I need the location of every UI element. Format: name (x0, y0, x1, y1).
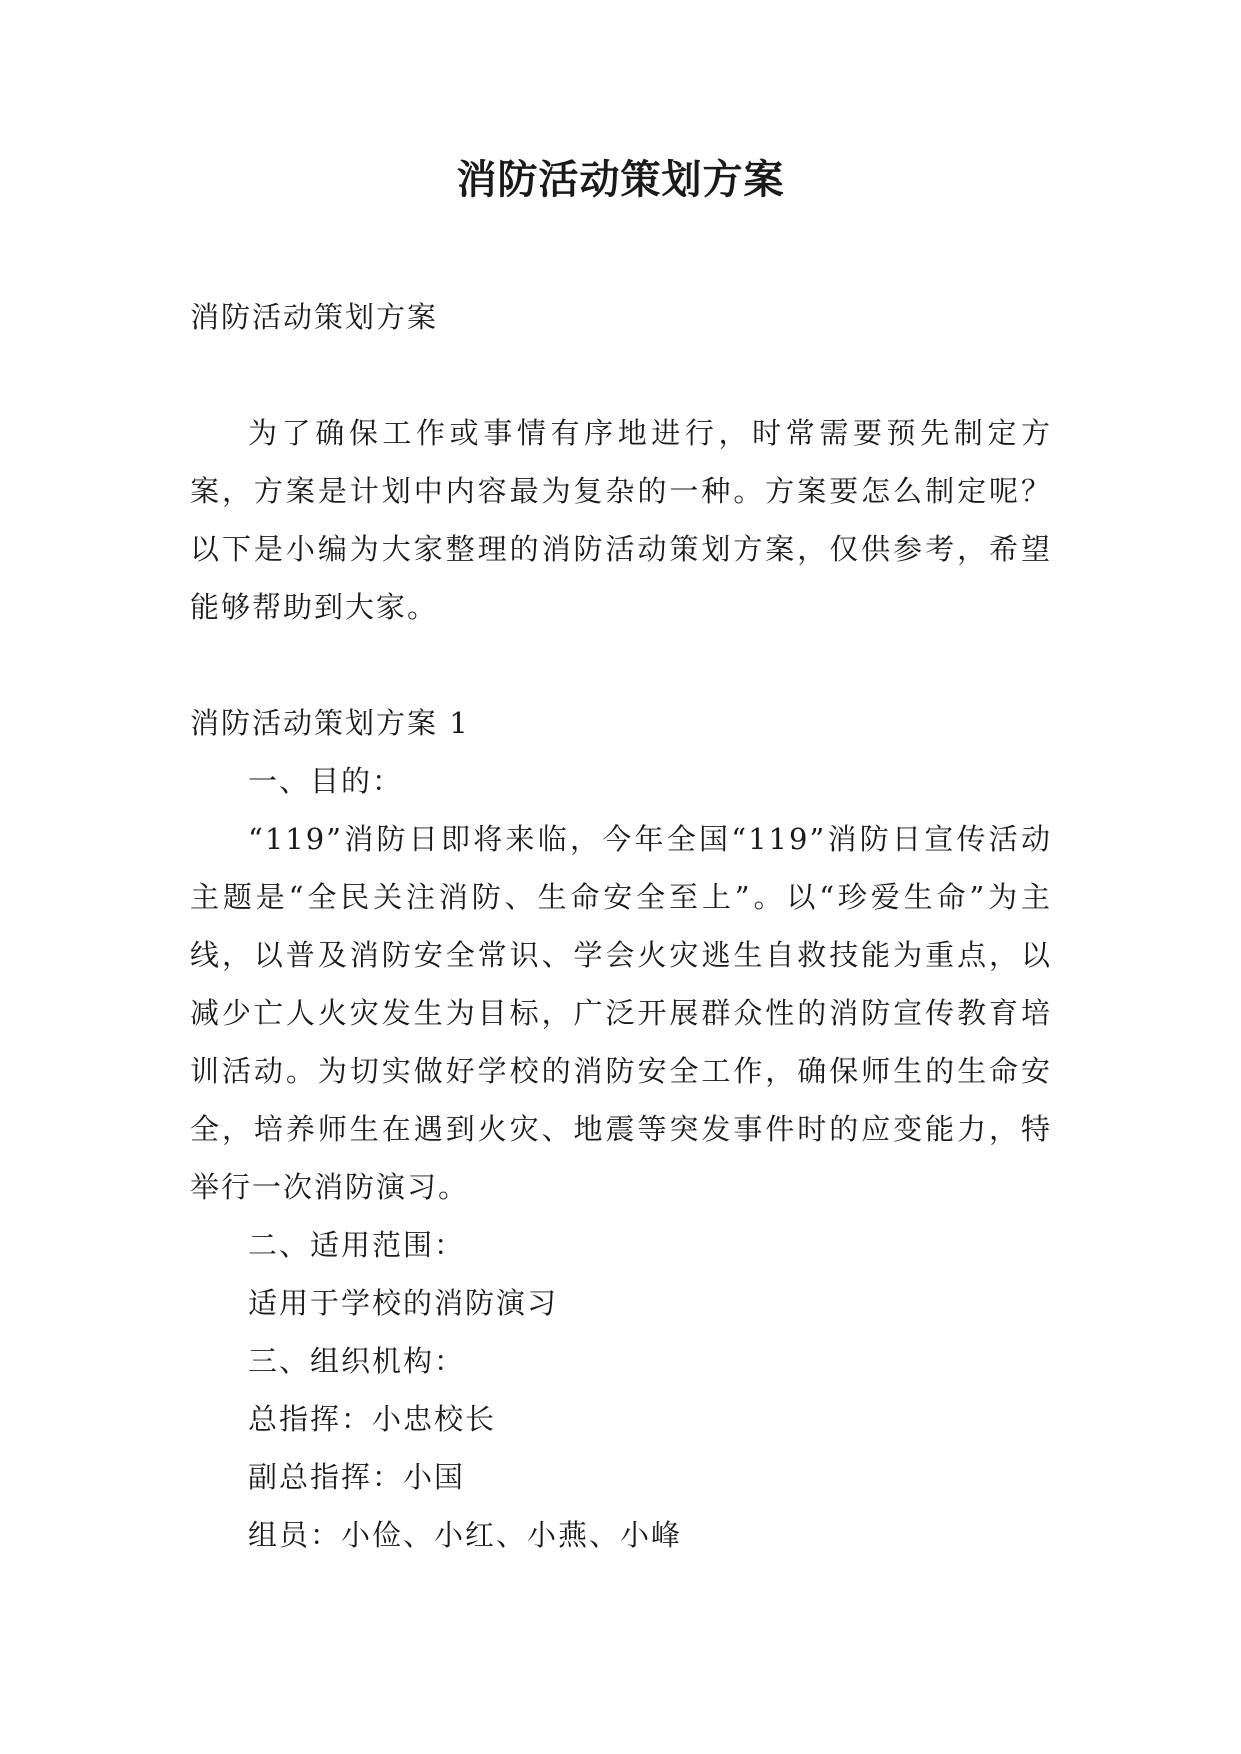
commander-line: 总指挥：小忠校长 (248, 1402, 497, 1436)
members-line: 组员：小俭、小红、小燕、小峰 (248, 1518, 683, 1552)
scope-heading: 二、适用范围： (248, 1228, 466, 1262)
purpose-heading: 一、目的： (248, 764, 404, 798)
scope-paragraph: 适用于学校的消防演习 (248, 1286, 559, 1320)
purpose-paragraph: “119”消防日即将来临，今年全国“119”消防日宣传活动主题是“全民关注消防、生命安全至上”。以“珍爱生命”为主线，以普及消防安全常识、学会火灾逃生自救技能为重点，以减少亡人火灾发生为目标，广泛开展群众性的消防宣传教育培训活动。为切实做好学校的消防安全工作，确保师生的生命安全，培养师生在遇到火灾、地震等突发事件时的应变能力，特举行一次消防演习。 (190, 822, 1052, 1204)
intro-paragraph: 为了确保工作或事情有序地进行，时常需要预先制定方案，方案是计划中内容最为复杂的一种。方案要怎么制定呢？以下是小编为大家整理的消防活动策划方案，仅供参考，希望能够帮助到大家。 (190, 416, 1052, 624)
document-title: 消防活动策划方案 (456, 156, 785, 203)
document-body (190, 288, 1052, 1564)
section-title: 消防活动策划方案 1 (190, 706, 470, 740)
subtitle: 消防活动策划方案 (190, 300, 439, 334)
org-heading: 三、组织机构： (248, 1344, 466, 1378)
vice-commander-line: 副总指挥：小国 (248, 1460, 466, 1494)
